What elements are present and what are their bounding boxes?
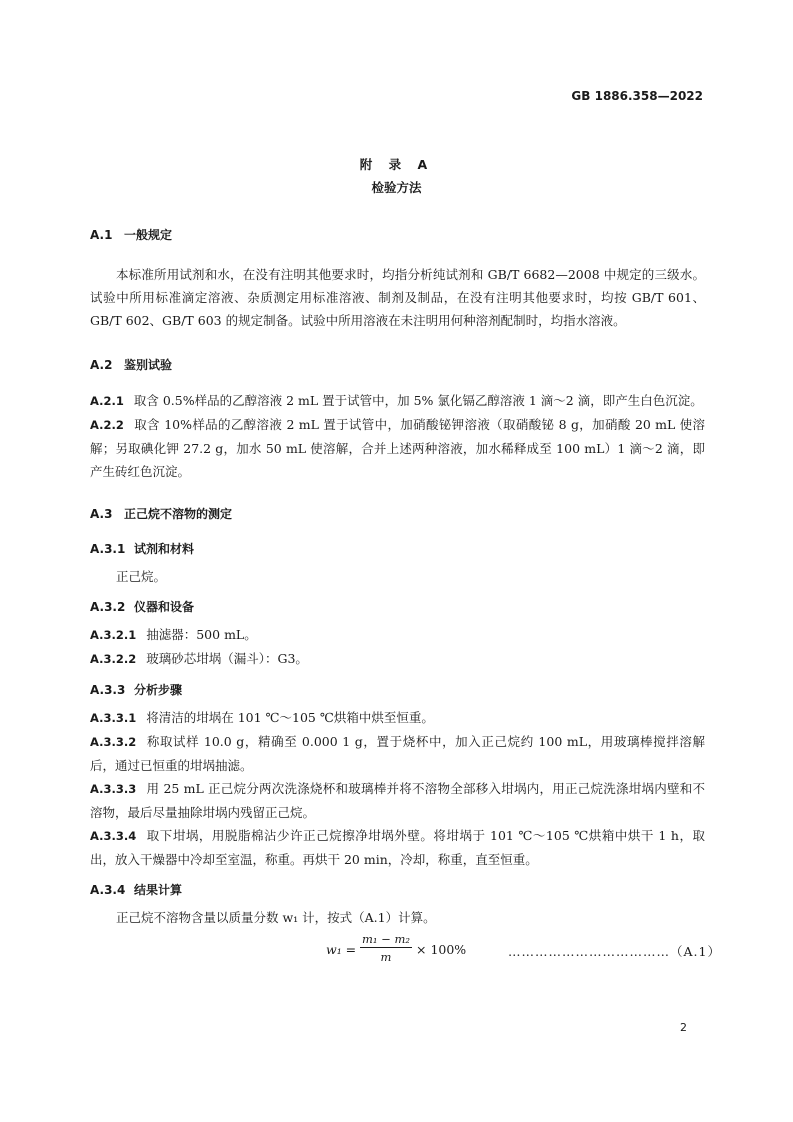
formula-lhs: w₁ = <box>326 942 357 957</box>
clause-number: A.3.3.2 <box>90 735 137 749</box>
appendix-title: 附 录 A <box>359 157 434 172</box>
subsection-number: A.3.1 <box>90 542 126 556</box>
subsection-title: 试剂和材料 <box>134 542 195 556</box>
clause-number: A.2.2 <box>90 418 124 432</box>
section-title: 鉴别试验 <box>124 358 173 372</box>
subsection-heading-a31 <box>90 540 705 557</box>
subsection-heading-a33 <box>90 681 705 698</box>
clause-a334 <box>90 824 705 871</box>
subsection-heading-a34 <box>90 881 705 898</box>
section-number: A.1 <box>90 228 113 242</box>
formula-rhs: × 100% <box>416 942 467 957</box>
page-number: 2 <box>680 1021 687 1034</box>
clause-text: 称取试样 10.0 g，精确至 0.000 1 g，置于烧杯中，加入正己烷约 100 mL，用玻璃棒搅拌溶解后，通过已恒重的坩埚抽滤。 <box>90 734 705 773</box>
section-number: A.3 <box>90 507 113 521</box>
clause-a321 <box>90 623 705 647</box>
subsection-title: 结果计算 <box>134 883 183 897</box>
clause-text: 取下坩埚，用脱脂棉沾少许正己烷擦净坩埚外壁。将坩埚于 101 ℃～105 ℃烘箱中烘干 1 h，取出，放入干燥器中冷却至室温，称重。再烘干 20 min，冷却，称重，直至恒重。 <box>90 828 705 867</box>
formula-fraction <box>360 931 412 966</box>
clause-text: 取含 0.5%样品的乙醇溶液 2 mL 置于试管中，加 5% 氯化镉乙醇溶液 1 滴～2 滴，即产生白色沉淀。 <box>133 393 703 408</box>
section-heading-a1 <box>90 226 705 243</box>
clause-a333 <box>90 777 705 824</box>
section-heading-a2 <box>90 356 705 373</box>
clause-text: 抽滤器：500 mL。 <box>146 627 257 642</box>
clause-a331 <box>90 706 705 730</box>
subsection-number: A.3.4 <box>90 883 126 897</box>
paragraph-calculation: 正己烷不溶物含量以质量分数 w₁ 计，按式（A.1）计算。 <box>116 910 436 925</box>
subsection-heading-a32 <box>90 598 705 615</box>
clause-a21 <box>90 389 705 413</box>
subsection-number: A.3.2 <box>90 600 126 614</box>
section-heading-a3 <box>90 505 705 522</box>
subsection-title: 分析步骤 <box>134 683 183 697</box>
clause-number: A.3.3.4 <box>90 829 137 843</box>
clause-number: A.3.3.3 <box>90 782 137 796</box>
subsection-title: 仪器和设备 <box>134 600 195 614</box>
section-title: 一般规定 <box>124 228 173 242</box>
formula-label: ………………………………（A.1） <box>508 944 721 959</box>
section-number: A.2 <box>90 358 113 372</box>
appendix-subtitle: 检验方法 <box>371 180 422 195</box>
clause-a322 <box>90 647 705 671</box>
clause-number: A.3.2.2 <box>90 652 137 666</box>
clause-a332 <box>90 730 705 777</box>
clause-a22 <box>90 413 705 483</box>
clause-number: A.2.1 <box>90 394 124 408</box>
doc-code: GB 1886.358—2022 <box>571 89 703 103</box>
formula-numerator: m₁ − m₂ <box>360 931 412 948</box>
formula-denominator: m <box>380 950 392 964</box>
paragraph-general-rules: 本标准所用试剂和水，在没有注明其他要求时，均指分析纯试剂和 GB/T 6682—2008 中规定的三级水。试验中所用标准滴定溶液、杂质测定用标准溶液、制剂及制品，在没有注明其他要求时，均按 GB/T 601、GB/T 602、GB/T 603 的规定制备。试验中所用溶液在未注明用何种溶剂配制时，均指水溶液。 <box>90 267 705 328</box>
clause-number: A.3.2.1 <box>90 628 137 642</box>
clause-text: 用 25 mL 正己烷分两次洗涤烧杯和玻璃棒并将不溶物全部移入坩埚内，用正己烷洗涤坩埚内壁和不溶物，最后尽量抽除坩埚内残留正己烷。 <box>90 781 705 820</box>
paragraph-reagent: 正己烷。 <box>116 569 167 584</box>
subsection-number: A.3.3 <box>90 683 126 697</box>
section-title: 正己烷不溶物的测定 <box>124 507 233 521</box>
formula-a1 <box>90 931 721 973</box>
clause-number: A.3.3.1 <box>90 711 137 725</box>
clause-text: 取含 10%样品的乙醇溶液 2 mL 置于试管中，加硝酸铋钾溶液（取硝酸铋 8 g，加硝酸 20 mL 使溶解；另取碘化钾 27.2 g，加水 50 mL 使溶解，合并上述两种溶液，加水稀释成至 100 mL）1 滴～2 滴，即产生砖红色沉淀。 <box>90 417 705 479</box>
document-body <box>90 226 721 973</box>
clause-text: 将清洁的坩埚在 101 ℃～105 ℃烘箱中烘至恒重。 <box>146 710 434 725</box>
clause-text: 玻璃砂芯坩埚（漏斗）：G3。 <box>146 651 308 666</box>
